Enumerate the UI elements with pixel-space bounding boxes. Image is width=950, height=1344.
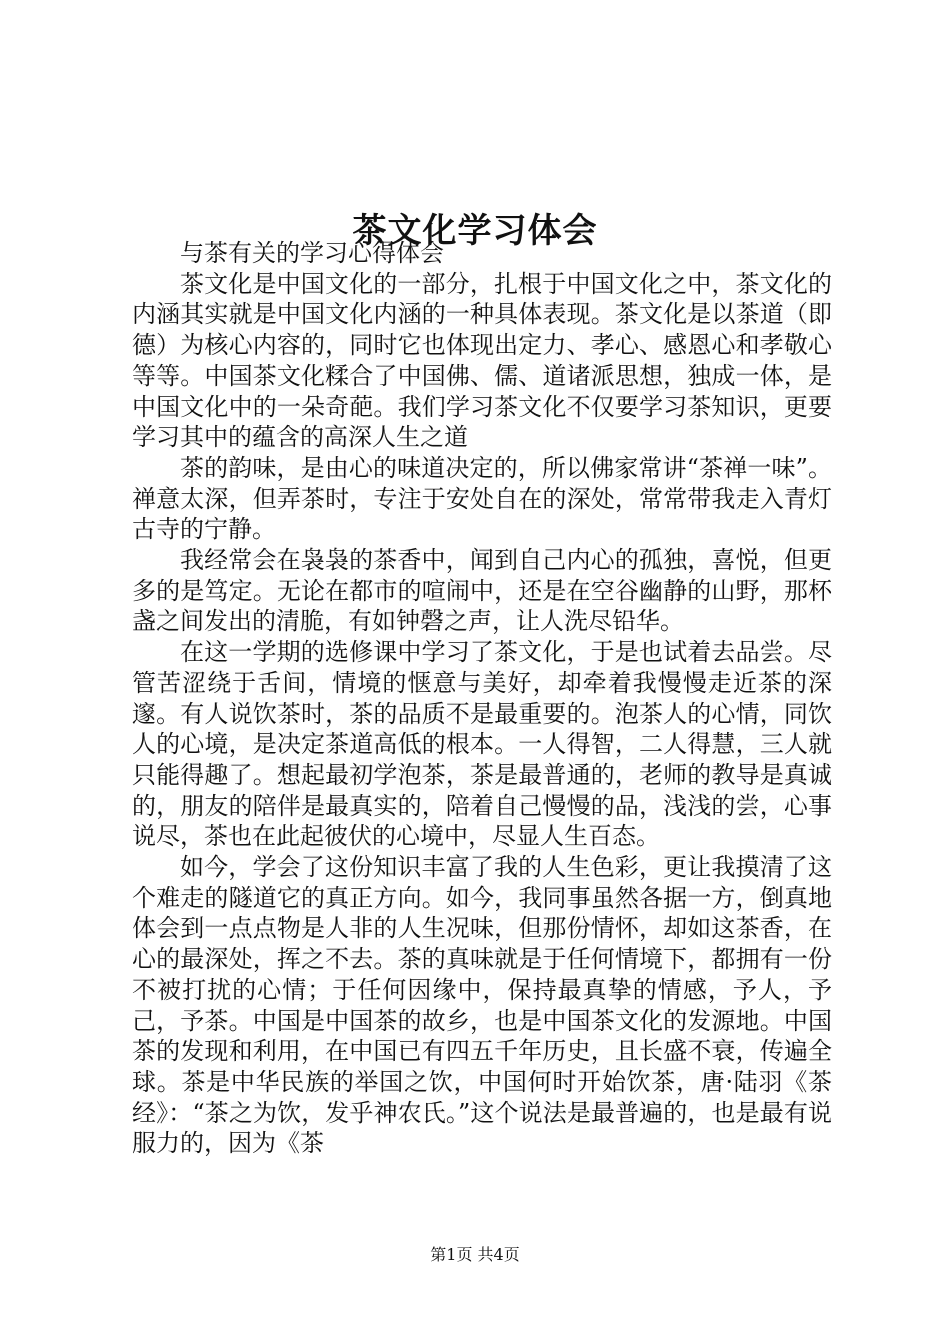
paragraph: 茶文化是中国文化的一部分，扎根于中国文化之中，茶文化的内涵其实就是中国文化内涵的一种具体表现。茶文化是以茶道（即德）为核心内容的，同时它也体现出定力、孝心、感恩心和孝敬心等等。中国茶文化糅合了中国佛、儒、道诸派思想，独成一体，是中国文化中的一朵奇葩。我们学习茶文化不仅要学习茶知识，更要学习其中的蕴含的高深人生之道 <box>132 269 832 452</box>
paragraph: 茶的韵味，是由心的味道决定的，所以佛家常讲“茶禅一味”。禅意太深，但弄茶时，专注于安处自在的深处，常常带我走入青灯古寺的宁静。 <box>132 453 832 544</box>
paragraph: 如今，学会了这份知识丰富了我的人生色彩，更让我摸清了这个难走的隧道它的真正方向。如今，我同事虽然各据一方，倒真地体会到一点点物是人非的人生况味，但那份情怀，却如这茶香，在心的最深处，挥之不去。茶的真味就是于任何情境下，都拥有一份不被打扰的心情；于任何因缘中，保持最真挚的情感，予人，予己，予茶。中国是中国茶的故乡，也是中国茶文化的发源地。中国茶的发现和利用，在中国已有四五千年历史，且长盛不衰，传遍全球。茶是中华民族的举国之饮，中国何时开始饮茶，唐·陆羽《茶经》：“茶之为饮，发乎神农氏。”这个说法是最普遍的，也是最有说服力的，因为《茶 <box>132 853 832 1158</box>
page-footer <box>0 1245 950 1265</box>
document-body <box>132 238 832 1159</box>
document-title: 茶文化学习体会 <box>352 210 598 251</box>
paragraph: 在这一学期的选修课中学习了茶文化，于是也试着去品尝。尽管苦涩绕于舌间，情境的惬意与美好，却牵着我慢慢走近茶的深邃。有人说饮茶时，茶的品质不是最重要的。泡茶人的心情，同饮人的心境，是决定茶道高低的根本。一人得智，二人得慧，三人就只能得趣了。想起最初学泡茶，茶是最普通的，老师的教导是真诚的，朋友的陪伴是最真实的，陪着自己慢慢的品，浅浅的尝，心事说尽，茶也在此起彼伏的心境中，尽显人生百态。 <box>132 638 832 851</box>
page-number: 第1页 共4页 <box>430 1245 520 1264</box>
paragraph: 我经常会在袅袅的茶香中，闻到自己内心的孤独，喜悦，但更多的是笃定。无论在都市的喧闹中，还是在空谷幽静的山野，那杯盏之间发出的清脆，有如钟磬之声，让人洗尽铅华。 <box>132 546 832 636</box>
document-subtitle: 与茶有关的学习心得体会 <box>180 239 444 267</box>
